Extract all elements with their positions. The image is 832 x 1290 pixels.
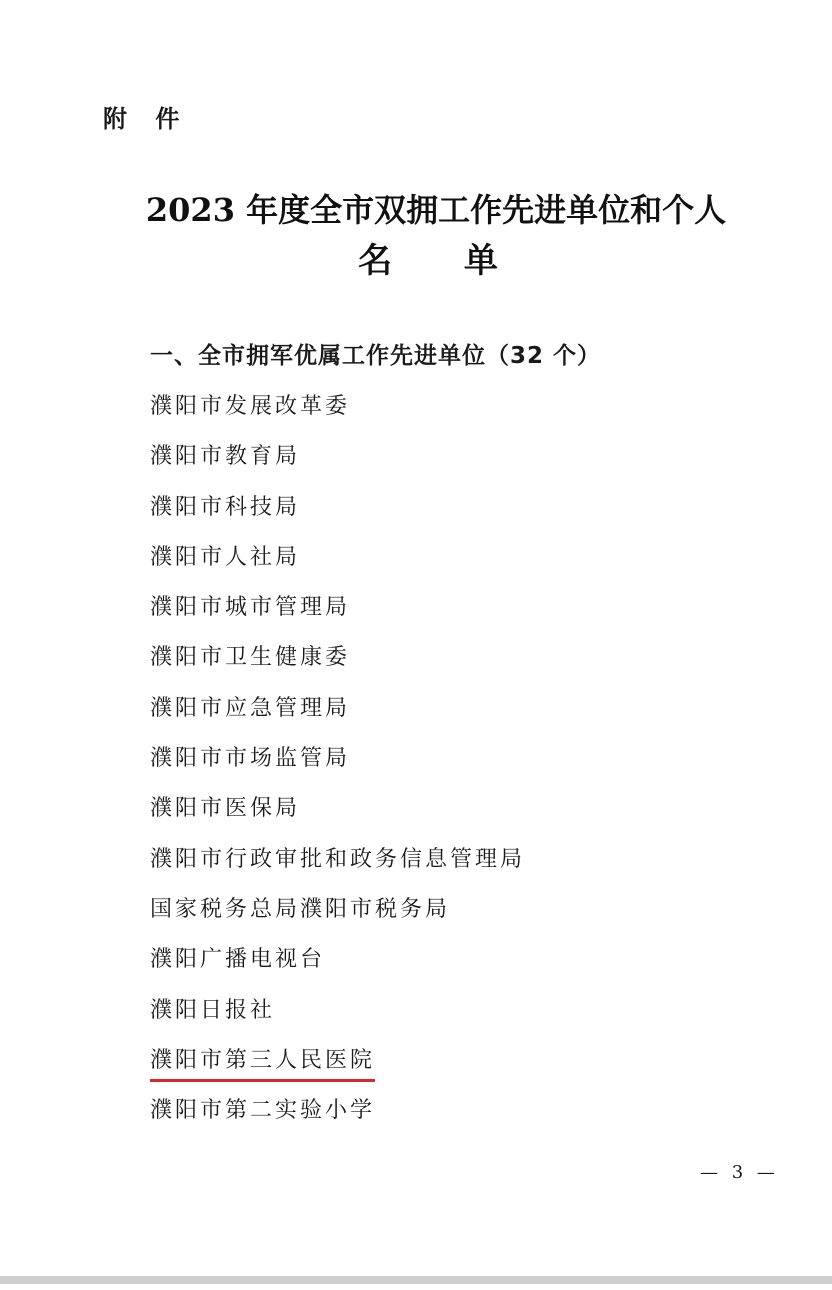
unit-list [150, 388, 525, 1142]
unit-item: 濮阳市第二实验小学 [150, 1098, 376, 1124]
unit-item-highlighted [150, 1042, 525, 1092]
unit-item: 濮阳市医保局 [150, 796, 301, 822]
unit-item: 濮阳市市场监管局 [150, 746, 351, 772]
unit-item: 濮阳市人社局 [150, 544, 301, 570]
document-title-line2: 名 单 [358, 241, 528, 281]
page-number: — 3 — [700, 1162, 779, 1183]
unit-item: 濮阳市行政审批和政务信息管理局 [150, 846, 526, 872]
attachment-label: 附 件 [103, 105, 190, 133]
viewer-bottom-bar [0, 1276, 832, 1284]
highlight-underline: 濮阳市第三人民医院 [150, 1043, 375, 1082]
unit-item: 濮阳市教育局 [150, 444, 301, 470]
unit-item: 濮阳市科技局 [150, 494, 301, 520]
document-title-line1: 2023 年度全市双拥工作先进单位和个人 [145, 191, 727, 229]
unit-item: 国家税务总局濮阳市税务局 [150, 896, 451, 922]
unit-item: 濮阳市卫生健康委 [150, 645, 351, 671]
unit-item: 濮阳广播电视台 [150, 947, 326, 973]
unit-item: 濮阳市应急管理局 [150, 695, 351, 721]
unit-item: 濮阳日报社 [150, 997, 276, 1023]
section-heading: 一、全市拥军优属工作先进单位（32 个） [150, 343, 602, 369]
unit-item: 濮阳市城市管理局 [150, 595, 351, 621]
unit-item: 濮阳市发展改革委 [150, 394, 351, 419]
